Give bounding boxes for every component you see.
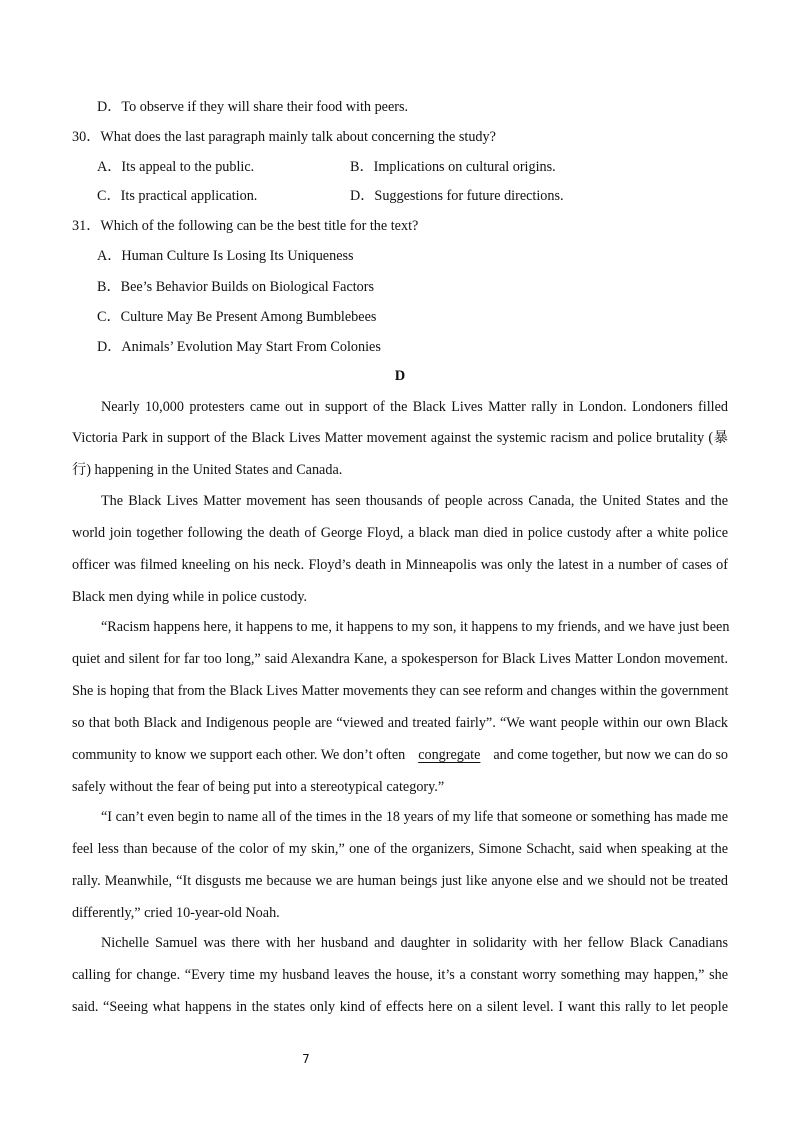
q30-stem: 30．What does the last paragraph mainly talk about concerning the study?: [72, 129, 496, 145]
q30-option-b: B．Implications on cultural origins.: [350, 159, 556, 175]
passage-text: and come together, but now we can do so: [489, 747, 728, 763]
q30-option-d: D．Suggestions for future directions.: [350, 188, 564, 204]
passage-line: safely without the fear of being put into a stereotypical category.”: [72, 779, 445, 795]
underlined-word: congregate: [418, 747, 481, 763]
passage-line: differently,” cried 10-year-old Noah.: [72, 905, 280, 921]
q31-option-b: B．Bee’s Behavior Builds on Biological Factors: [97, 279, 375, 295]
q31-stem: 31．Which of the following can be the best title for the text?: [72, 218, 419, 234]
passage-line: officer was filmed kneeling on his neck. Floyd’s death in Minneapolis was only the latest in a number of cases of: [72, 557, 728, 573]
q31-option-d: D．Animals’ Evolution May Start From Colonies: [97, 339, 381, 355]
passage-line: quiet and silent for far too long,” said Alexandra Kane, a spokesperson for Black Lives Matter London movement.: [72, 651, 728, 667]
passage-line: 行) happening in the United States and Canada.: [72, 462, 343, 478]
passage-line: rally. Meanwhile, “It disgusts me because we are human beings just like anyone else and we should not be treated: [72, 873, 728, 889]
q31-option-a: A．Human Culture Is Losing Its Uniqueness: [97, 248, 354, 264]
passage-line: Victoria Park in support of the Black Lives Matter movement against the systemic racism and police brutality (暴: [72, 430, 728, 446]
passage-line: so that both Black and Indigenous people are “viewed and treated fairly”. “We want people within our own Black: [72, 715, 728, 731]
page-number: 7: [302, 1052, 310, 1066]
q30-option-a: A．Its appeal to the public.: [97, 159, 255, 175]
passage-line: Nearly 10,000 protesters came out in support of the Black Lives Matter rally in London. Londoners filled: [101, 399, 728, 415]
passage-line: said. “Seeing what happens in the states only kind of effects here on a silent level. I want this rally to let people: [72, 999, 728, 1015]
passage-line: She is hoping that from the Black Lives Matter movements they can see reform and changes within the government: [72, 683, 729, 699]
passage-line: calling for change. “Every time my husband leaves the house, it’s a constant worry something may happen,” she: [72, 967, 728, 983]
q30-option-c: C．Its practical application.: [97, 188, 258, 204]
q31-option-c: C．Culture May Be Present Among Bumblebees: [97, 309, 377, 325]
passage-line: Black men dying while in police custody.: [72, 589, 308, 605]
passage-line-with-underline: [72, 747, 728, 764]
passage-line: world join together following the death of George Floyd, a black man died in police custody after a white police: [72, 525, 728, 541]
passage-line: “Racism happens here, it happens to me, it happens to my son, it happens to my friends, and we have just been: [101, 619, 730, 635]
passage-line: The Black Lives Matter movement has seen thousands of people across Canada, the United States and the: [101, 493, 728, 509]
q29-option-d: D．To observe if they will share their food with peers.: [97, 99, 409, 115]
passage-line: “I can’t even begin to name all of the times in the 18 years of my life that someone or something has made me: [101, 809, 728, 825]
section-letter: D: [394, 368, 406, 384]
passage-line: feel less than because of the color of my skin,” one of the organizers, Simone Schacht, said when speaking at the: [72, 841, 728, 857]
passage-text: community to know we support each other. We don’t often: [72, 747, 409, 763]
passage-line: Nichelle Samuel was there with her husband and daughter in solidarity with her fellow Black Canadians: [101, 935, 728, 951]
